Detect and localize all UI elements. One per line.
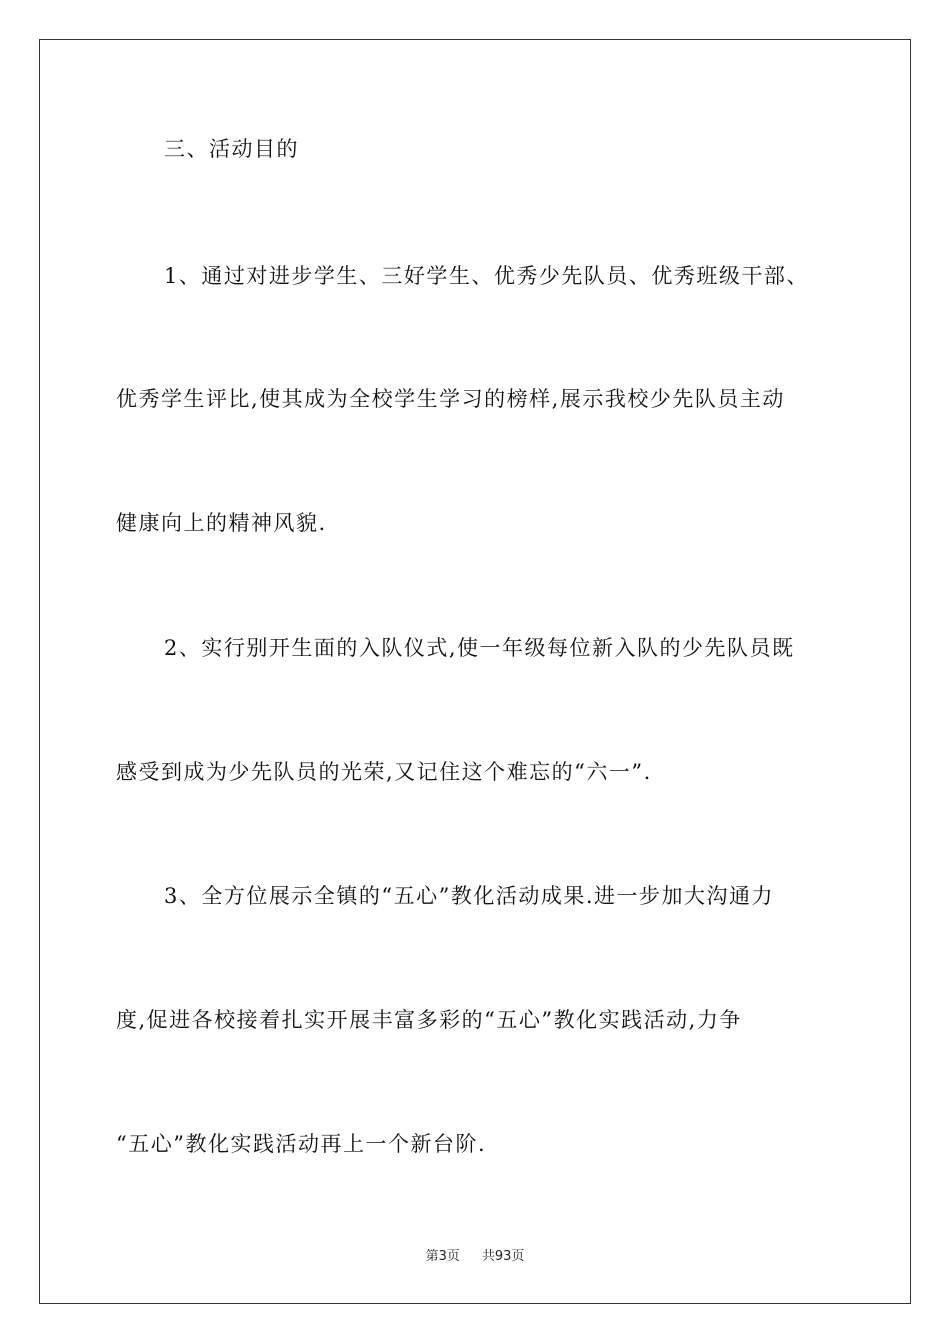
paragraph-3-line-1: 3、全方位展示全镇的“五心”教化活动成果.进一步加大沟通力	[164, 884, 775, 908]
page-total: 共93页	[481, 1249, 525, 1264]
paragraph-3-line-3: “五心”教化实践活动再上一个新台阶.	[116, 1132, 487, 1156]
paragraph-1-line-2: 优秀学生评比,使其成为全校学生学习的榜样,展示我校少先队员主动	[116, 387, 785, 411]
paragraph-1-line-1: 1、通过对进步学生、三好学生、优秀少先队员、优秀班级干部、	[164, 264, 809, 288]
page-number: 第3页	[425, 1249, 460, 1264]
paragraph-2-line-2: 感受到成为少先队员的光荣,又记住这个难忘的“六一”.	[116, 760, 652, 784]
page-border	[39, 39, 911, 1304]
paragraph-1-line-3: 健康向上的精神风貌.	[116, 511, 327, 535]
section-heading: 三、活动目的	[164, 137, 299, 161]
paragraph-3-line-2: 度,促进各校接着扎实开展丰富多彩的“五心”教化实践活动,力争	[116, 1008, 742, 1032]
paragraph-2-line-1: 2、实行别开生面的入队仪式,使一年级每位新入队的少先队员既	[164, 636, 795, 660]
page-footer	[0, 1245, 950, 1264]
